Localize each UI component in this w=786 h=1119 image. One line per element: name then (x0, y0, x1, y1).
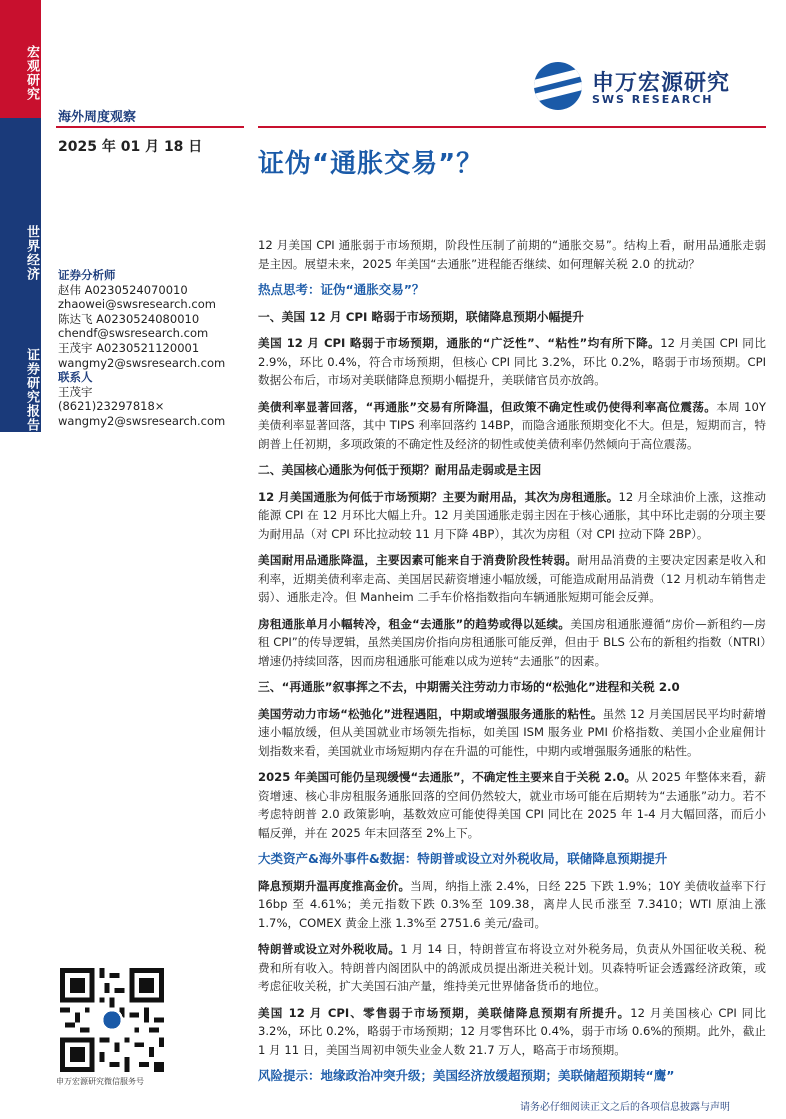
paragraph-lead: 12 月美国通胀为何低于市场预期？主要为耐用品，其次为房租通胀。 (258, 489, 619, 504)
paragraph-text: 虽然 12 月美国居民平均时薪增速小幅放缓，但从美国就业市场领先指标，如美国 ISM 服务业 PMI 价格指数、美国小企业雇佣计划指数来看，美国就业市场短期内存在升温的可能性，中期内或增强服务通胀的粘性。 (258, 706, 766, 758)
report-series: 海外周度观察 (58, 110, 137, 125)
paragraph-lead: 降息预期升温再度推高金价。 (258, 878, 411, 893)
paragraph-text: 12 月美国核心 CPI 同比 3.2%，环比 0.2%，略弱于市场预期；12 月零售环比 0.4%，弱于市场 0.6%的预期。此外，截止 1 月 11 日，美国当周初申领失业金人数 21.7 万人，略高于市场预期。 (258, 1005, 766, 1057)
paragraph (258, 551, 766, 607)
paragraph-text: 当周，纳指上涨 2.4%，日经 225 下跌 1.9%；10Y 美债收益率下行 16bp 至 4.61%；美元指数下跌 0.3%至 109.38，离岸人民币涨至 7.3410；WTI 原油上涨 1.7%，COMEX 黄金上涨 1.3%至 2751.6 美元/盎司。 (258, 878, 766, 930)
disclaimer-footer: 请务必仔细阅读正文之后的各项信息披露与声明 (520, 1102, 730, 1113)
paragraph (258, 615, 766, 671)
logo-text-cn: 申万宏源研究 (592, 71, 731, 96)
logo-globe-icon (534, 62, 582, 110)
paragraph (258, 940, 766, 996)
paragraph-lead: 特朗普或设立对外税收局。 (258, 942, 401, 956)
company-logo (534, 60, 754, 110)
paragraph (258, 877, 766, 933)
paragraph (258, 1004, 766, 1060)
report-date: 2025 年 01 月 18 日 (58, 139, 203, 155)
paragraph-text: 耐用品消费的主要决定因素是收入和利率，近期美债利率走高、美国居民薪资增速小幅放缓，可能造成耐用品消费（12 月机动车销售走弱）、通胀走冷。但 Manheim 二手车价格指数指向车辆通胀短期可能会反弹。 (258, 553, 766, 604)
analyst-sidebar (58, 268, 248, 429)
section-2-title: 二、美国核心通胀为何低于预期？耐用品走弱或是主因 (258, 463, 542, 477)
hot-topic-heading: 热点思考：证伪“通胀交易”？ (258, 282, 425, 297)
paragraph-lead: 美国耐用品通胀降温，主要因素可能来自于消费阶段性转弱。 (258, 553, 578, 567)
paragraph-text: 1 月 14 日，特朗普宣布将设立对外税务局，负责从外国征收关税、税费和所有收入。特朗普内阁团队中的鸽派成员提出渐进关税计划。贝森特听证会透露经济政策，或考虑征收关税，扩大美国石油产量，维持美元世界储备货币的地位。 (258, 942, 766, 993)
qr-caption: 申万宏源研究微信服务号 (56, 1077, 144, 1086)
category-tab-macro: 宏观研究 (0, 0, 41, 118)
contact-line: (8621)23297818× (58, 399, 165, 414)
paragraph (258, 334, 766, 390)
paragraph-lead: 美国 12 月 CPI 略弱于市场预期，通胀的“广泛性”、“粘性”均有所下降。 (258, 336, 661, 350)
paragraph-lead: 美国 12 月 CPI、零售弱于市场预期，美联储降息预期有所提升。 (258, 1005, 631, 1020)
section-3-title: 三、“再通胀”叙事挥之不去，中期需关注劳动力市场的“松弛化”进程和关税 2.0 (258, 680, 680, 694)
risk-warning: 风险提示：地缘政治冲突升级；美国经济放缓超预期；美联储超预期转“鹰” (258, 1068, 675, 1083)
paragraph (258, 398, 766, 454)
logo-text-en: SWS RESEARCH (592, 93, 714, 106)
events-heading: 大类资产&海外事件&数据：特朗普或设立对外税收局，联储降息预期提升 (258, 851, 668, 866)
contact-heading: 联系人 (58, 370, 93, 385)
analyst-line[interactable]: zhaowei@swsresearch.com (58, 297, 216, 312)
analyst-line: 陈达飞 A0230524080010 (58, 311, 200, 326)
paragraph (258, 768, 766, 842)
contact-line: 王茂宇 (58, 384, 93, 399)
paragraph-lead: 美债利率显著回落，“再通胀”交易有所降温，但政策不确定性或仍使得利率高位震荡。 (258, 399, 717, 414)
header-divider-right (258, 126, 766, 128)
analyst-line[interactable]: chendf@swsresearch.com (58, 326, 209, 341)
analyst-line[interactable]: wangmy2@swsresearch.com (58, 355, 226, 370)
intro-paragraph: 12 月美国 CPI 通胀弱于市场预期，阶段性压制了前期的“通胀交易”。结构上看，耐用品通胀走弱是主因。展望未来，2025 年美国“去通胀”进程能否继续、如何理解关税 2.0 的扰动？ (258, 238, 766, 271)
category-tab-securities-report: 证券研究报告 (0, 314, 41, 432)
header-divider-left (56, 126, 244, 128)
analyst-line: 赵伟 A0230524070010 (58, 282, 188, 297)
paragraph (258, 705, 766, 761)
report-title: 证伪“通胀交易”？ (258, 149, 484, 179)
category-tab-world-economy: 世界经济 (0, 118, 41, 314)
paragraph-lead: 房租通胀单月小幅转冷，租金“去通胀”的趋势或得以延续。 (258, 616, 571, 631)
analysts-heading: 证券分析师 (58, 268, 116, 282)
paragraph-text: 美国房租通胀遵循“房价—新租约—房租 CPI”的传导逻辑，虽然美国房价指向房租通胀可能反弹，但由于 BLS 公布的新租约指数（NTRI）增速仍持续回落，因而房租通胀可能难以成为逆转“去通胀”的因素。 (258, 616, 766, 668)
paragraph-lead: 2025 年美国可能仍呈现缓慢“去通胀”，不确定性主要来自于关税 2.0。 (258, 770, 637, 784)
contact-line[interactable]: wangmy2@swsresearch.com (58, 413, 226, 428)
paragraph-text: 12 月美国 CPI 同比 2.9%，环比 0.4%，符合市场预期，但核心 CPI 同比 3.2%，环比 0.2%，略弱于市场预期。CPI 数据公布后，市场对美联储降息预期小幅提升，美联储官员亦放鸽。 (258, 336, 766, 387)
paragraph-text: 12 月全球油价上涨，这推动能源 CPI 在 12 月环比大幅上升。12 月美国通胀走弱主因在于核心通胀，其中环比走弱的分项主要为耐用品（对 CPI 环比拉动较 11 月下降 4BP），其次为房租（对 CPI 拉动下降 2BP）。 (258, 489, 766, 541)
section-1-title: 一、美国 12 月 CPI 略弱于市场预期，联储降息预期小幅提升 (258, 309, 584, 324)
report-body (258, 236, 766, 1094)
wechat-qr-code (60, 968, 164, 1072)
analyst-line: 王茂宇 A0230521120001 (58, 340, 200, 355)
paragraph-text: 本周 10Y 美债利率显著回落，其中 TIPS 利率回落约 14BP，而隐含通胀预期变化不大。但是，短期而言，特朗普上任初期，多项政策的不确定性及经济的韧性或使美债利率仍然倾向于高位震荡。 (258, 399, 766, 451)
paragraph (258, 488, 766, 544)
paragraph-lead: 美国劳动力市场“松弛化”进程遇阻，中期或增强服务通胀的粘性。 (258, 706, 603, 721)
paragraph-text: 从 2025 年整体来看，薪资增速、核心非房租服务通胀回落的空间仍然较大，就业市场可能在后期转为“去通胀”动力。若不考虑特朗普 2.0 政策影响，基数效应可能使得美国 CPI 同比在 2025 年 1-4 月大幅回落，而后小幅反弹，并在 2025 年末回落至 2%上下。 (258, 770, 766, 840)
